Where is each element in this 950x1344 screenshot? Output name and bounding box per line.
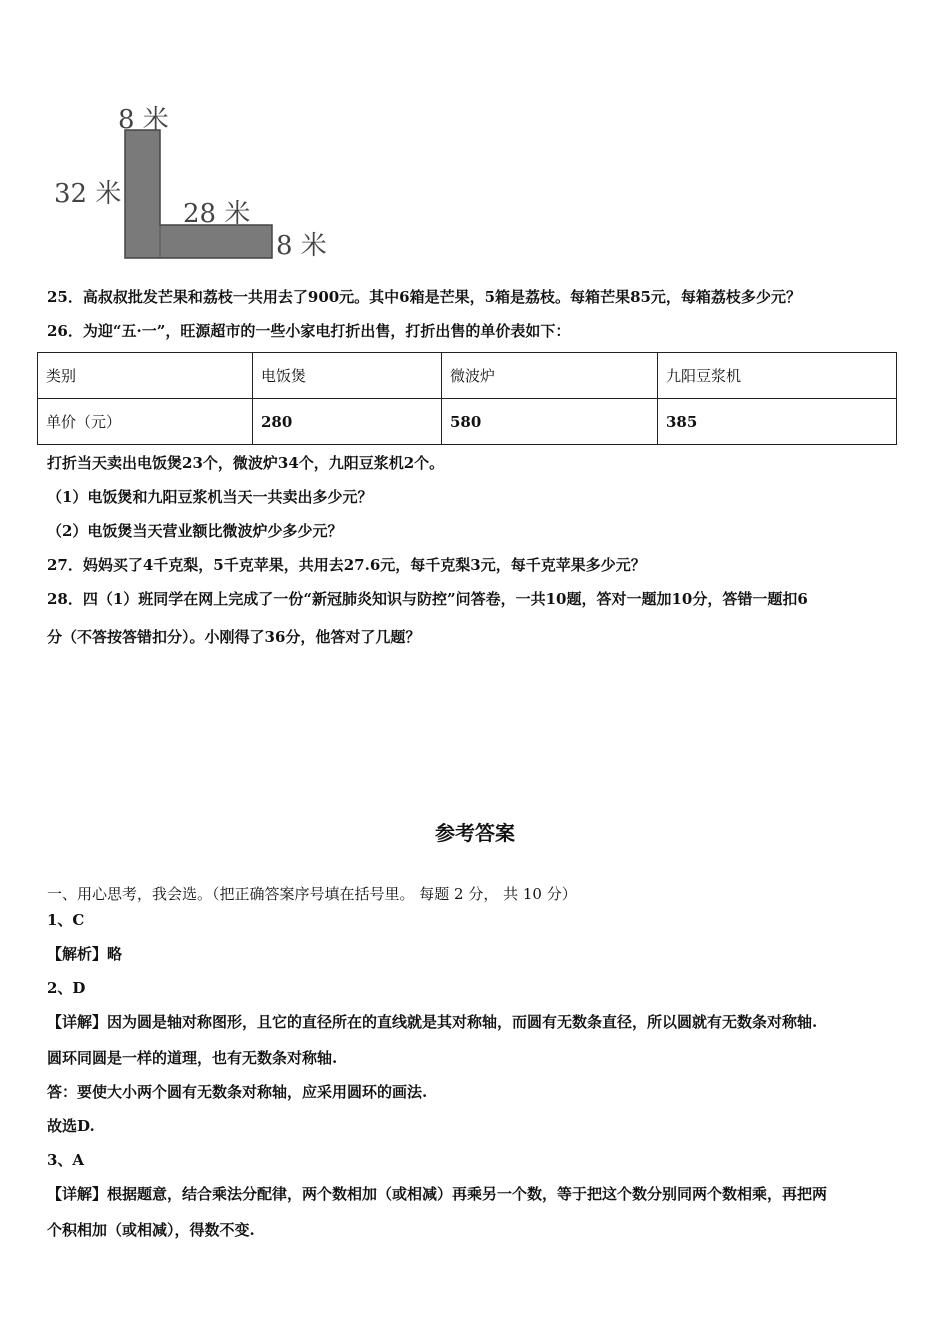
answer-2: 2、D xyxy=(47,979,86,997)
answer-3-detail-line-1: 【详解】根据题意，结合乘法分配律，两个数相加（或相减）再乘另一个数，等于把这个数分别同两个数相乘，再把两 xyxy=(47,1185,828,1203)
answers-title: 参考答案 xyxy=(435,821,515,845)
question-28-line-2: 分（不答按答错扣分）。小刚得了36分，他答对了几题？ xyxy=(47,628,421,646)
table-cell: 280 xyxy=(253,399,442,445)
answer-2-detail-line-4: 故选D. xyxy=(47,1117,95,1135)
section-1-heading: 一、用心思考，我会选。（把正确答案序号填在括号里。 每题 2 分， 共 10 分） xyxy=(47,885,577,903)
question-27: 27．妈妈买了4千克梨，5千克苹果，共用去27.6元，每千克梨3元，每千克苹果多少元？ xyxy=(47,556,646,574)
question-25: 25．高叔叔批发芒果和荔枝一共用去了900元。其中6箱是芒果，5箱是荔枝。每箱芒果85元，每箱荔枝多少元？ xyxy=(47,288,801,306)
table-cell: 电饭煲 xyxy=(253,353,442,399)
question-28-line-1: 28．四（1）班同学在网上完成了一份“新冠肺炎知识与防控”问答卷，一共10题，答对一题加10分，答错一题扣6 xyxy=(47,590,808,608)
label-left-height: 32 米 xyxy=(54,179,122,209)
answer-1-analysis: 【解析】略 xyxy=(47,945,123,963)
table-header-row xyxy=(38,353,897,399)
table-row xyxy=(38,399,897,445)
answer-1: 1、C xyxy=(47,911,85,929)
question-26-text: 打折当天卖出电饭煲23个，微波炉34个，九阳豆浆机2个。 xyxy=(47,454,445,472)
question-26-part-2: （2）电饭煲当天营业额比微波炉少多少元？ xyxy=(47,522,343,540)
question-26: 26．为迎“五·一”，旺源超市的一些小家电打折出售，打折出售的单价表如下： xyxy=(47,322,571,340)
l-shape-figure xyxy=(50,95,350,275)
table-cell: 微波炉 xyxy=(442,353,658,399)
question-26-part-1: （1）电饭煲和九阳豆浆机当天一共卖出多少元？ xyxy=(47,488,373,506)
table-cell: 九阳豆浆机 xyxy=(658,353,897,399)
label-top-width: 8 米 xyxy=(118,105,169,135)
table-cell: 385 xyxy=(658,399,897,445)
answer-2-detail-line-1: 【详解】因为圆是轴对称图形，且它的直径所在的直线就是其对称轴，而圆有无数条直径，所以圆就有无数条对称轴. xyxy=(47,1013,818,1031)
answer-3-detail-line-2: 个积相加（或相减），得数不变. xyxy=(47,1221,255,1239)
answer-2-detail-line-3: 答：要使大小两个圆有无数条对称轴，应采用圆环的画法. xyxy=(47,1083,428,1101)
table-cell: 类别 xyxy=(38,353,253,399)
price-table xyxy=(37,352,897,445)
label-right-height: 8 米 xyxy=(276,231,327,261)
answer-3: 3、A xyxy=(47,1151,85,1169)
label-bottom-length: 28 米 xyxy=(183,199,251,229)
table-cell: 580 xyxy=(442,399,658,445)
table-cell: 单价（元） xyxy=(38,399,253,445)
answer-2-detail-line-2: 圆环同圆是一样的道理，也有无数条对称轴. xyxy=(47,1049,338,1067)
